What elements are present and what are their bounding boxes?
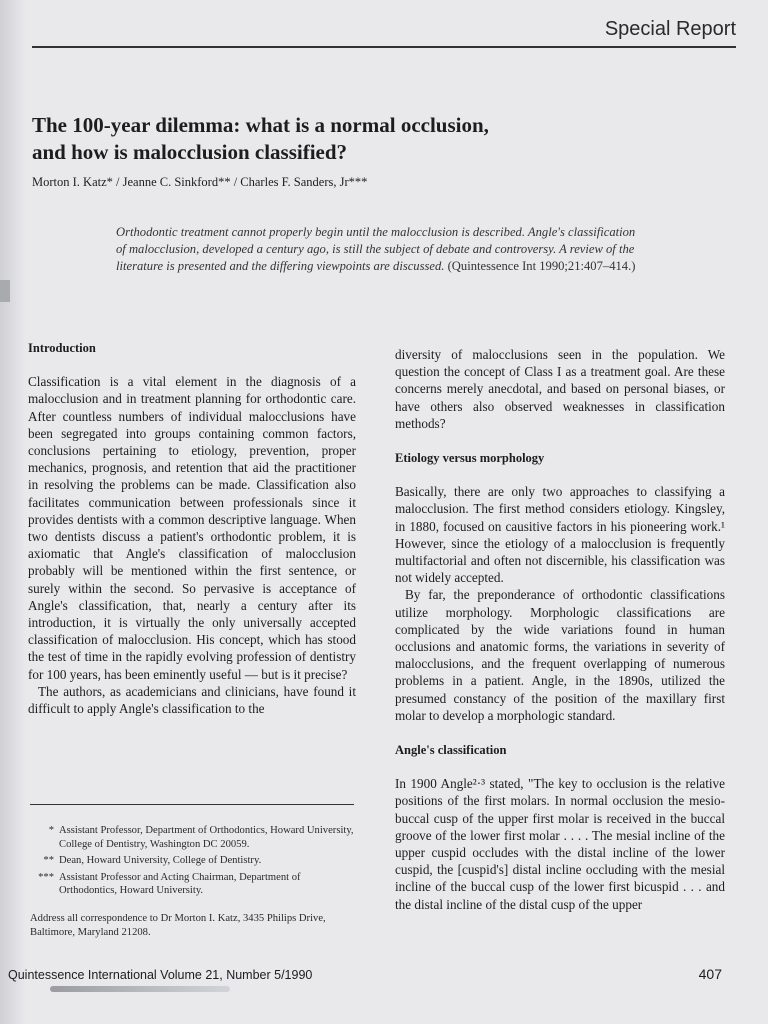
title-line-2: and how is malocclusion classified? <box>32 140 348 164</box>
section-heading-introduction: Introduction <box>28 341 96 355</box>
footnote <box>30 854 356 868</box>
abstract-citation: (Quintessence Int 1990;21:407–414.) <box>447 259 636 274</box>
paragraph: Basically, there are only two approaches to classifying a malocclusion. The first method considers etiology. Kingsley, in 1880, focused on causitive factors in his pioneering work.¹ However, since the etiology of a malocclusion is frequently multifactorial and often not discernible, his classification was not widely accepted. <box>395 484 725 586</box>
footer-decoration <box>50 986 230 992</box>
abstract <box>116 224 636 276</box>
paragraph: diversity of malocclusions seen in the population. We question the concept of Class I as a treatment goal. Are these concerns merely anecdotal, and based on personal biases, or have others also observed weaknesses in classification methods? <box>395 347 725 431</box>
header-rule <box>32 46 736 48</box>
footnote <box>30 824 356 851</box>
footnote-mark: *** <box>38 871 54 883</box>
journal-citation: Quintessence International Volume 21, Number 5/1990 <box>8 968 313 982</box>
correspondence-address: Address all correspondence to Dr Morton I. Katz, 3435 Philips Drive, Baltimore, Maryland 21208. <box>30 912 326 938</box>
gutter-mark <box>0 280 10 302</box>
left-column <box>28 340 356 717</box>
article-title <box>32 112 592 166</box>
right-column <box>395 346 725 913</box>
footnote-mark: ** <box>43 855 54 867</box>
author-list: Morton I. Katz* / Jeanne C. Sinkford** / Charles F. Sanders, Jr*** <box>32 175 368 189</box>
paragraph: The authors, as academicians and clinicians, have found it difficult to apply Angle's classification to the <box>28 683 356 717</box>
section-heading-angles-classification: Angle's classification <box>395 743 507 758</box>
abstract-text: Orthodontic treatment cannot properly begin until the malocclusion is described. Angle's classification of malocclusion, developed a century ago, is still the subject of debate and controversy. A review of the literature is presented and the differing viewpoints are discussed. <box>116 225 636 274</box>
paragraph: In 1900 Angle²·³ stated, "The key to occlusion is the relative positions of the first molars. In normal occlusion the mesio-buccal cusp of the upper first molar is received in the buccal groove of the lower first molar . . . . The mesial incline of the upper cuspid occludes with the distal incline of the lower cuspid, the [cuspid's] distal incline occluding with the mesial incline of the buccal cusp of the lower first bicuspid . . . and the distal incline of the distal cusp of the upper <box>395 776 725 912</box>
paragraph: Classification is a vital element in the diagnosis of a malocclusion and in treatment planning for orthodontic care. After countless numbers of individual malocclusions have been segregated into groups containing common factors, conclusions pertaining to etiology, prevention, proper mechanics, prognosis, and retention that aid the practitioner in resolving the problems can be made. Classification also facilitates communication between professionals since it provides dentists with a common descriptive language. When two dentists discuss a patient's orthodontic problem, it is axiomatic that Angle's classification of malocclusion probably will be mentioned within the first sentence, or surely within the second. So pervasive is acceptance of Angle's classification, that, nearly a century after its introduction, it is virtually the only universally accepted classification of malocclusion. His concept, which has stood the test of time in the rapidly evolving profession of dentistry for 100 years, has been eminently useful — but is it precise? <box>28 374 356 682</box>
footnotes <box>30 824 356 939</box>
footnote-text: Assistant Professor, Department of Orthodontics, Howard University, College of Dentistry, Washington DC 20059. <box>59 825 354 850</box>
footnote-text: Assistant Professor and Acting Chairman, Department of Orthodontics, Howard University. <box>59 871 301 897</box>
page-number: 407 <box>698 966 722 982</box>
title-line-1: The 100-year dilemma: what is a normal occlusion, <box>32 113 489 137</box>
paragraph: By far, the preponderance of orthodontic classifications utilize morphology. Morphologic classifications are complicated by the wide variations found in human occlusions and anatomic forms, the variations in severity of malocclusions, and the frequent overlapping of numerous problems in a patient. Angle, in the 1890s, utilized the presumed constancy of the position of the maxillary first molar to develop a morphologic standard. <box>395 587 725 723</box>
section-label: Special Report <box>604 18 736 40</box>
page-gutter-bleed <box>0 0 26 1024</box>
section-heading-etiology: Etiology versus morphology <box>395 451 545 466</box>
footnote-text: Dean, Howard University, College of Dentistry. <box>59 855 262 867</box>
footnote-mark: * <box>48 825 54 836</box>
footnote-rule <box>30 804 354 805</box>
footnote <box>30 871 356 898</box>
